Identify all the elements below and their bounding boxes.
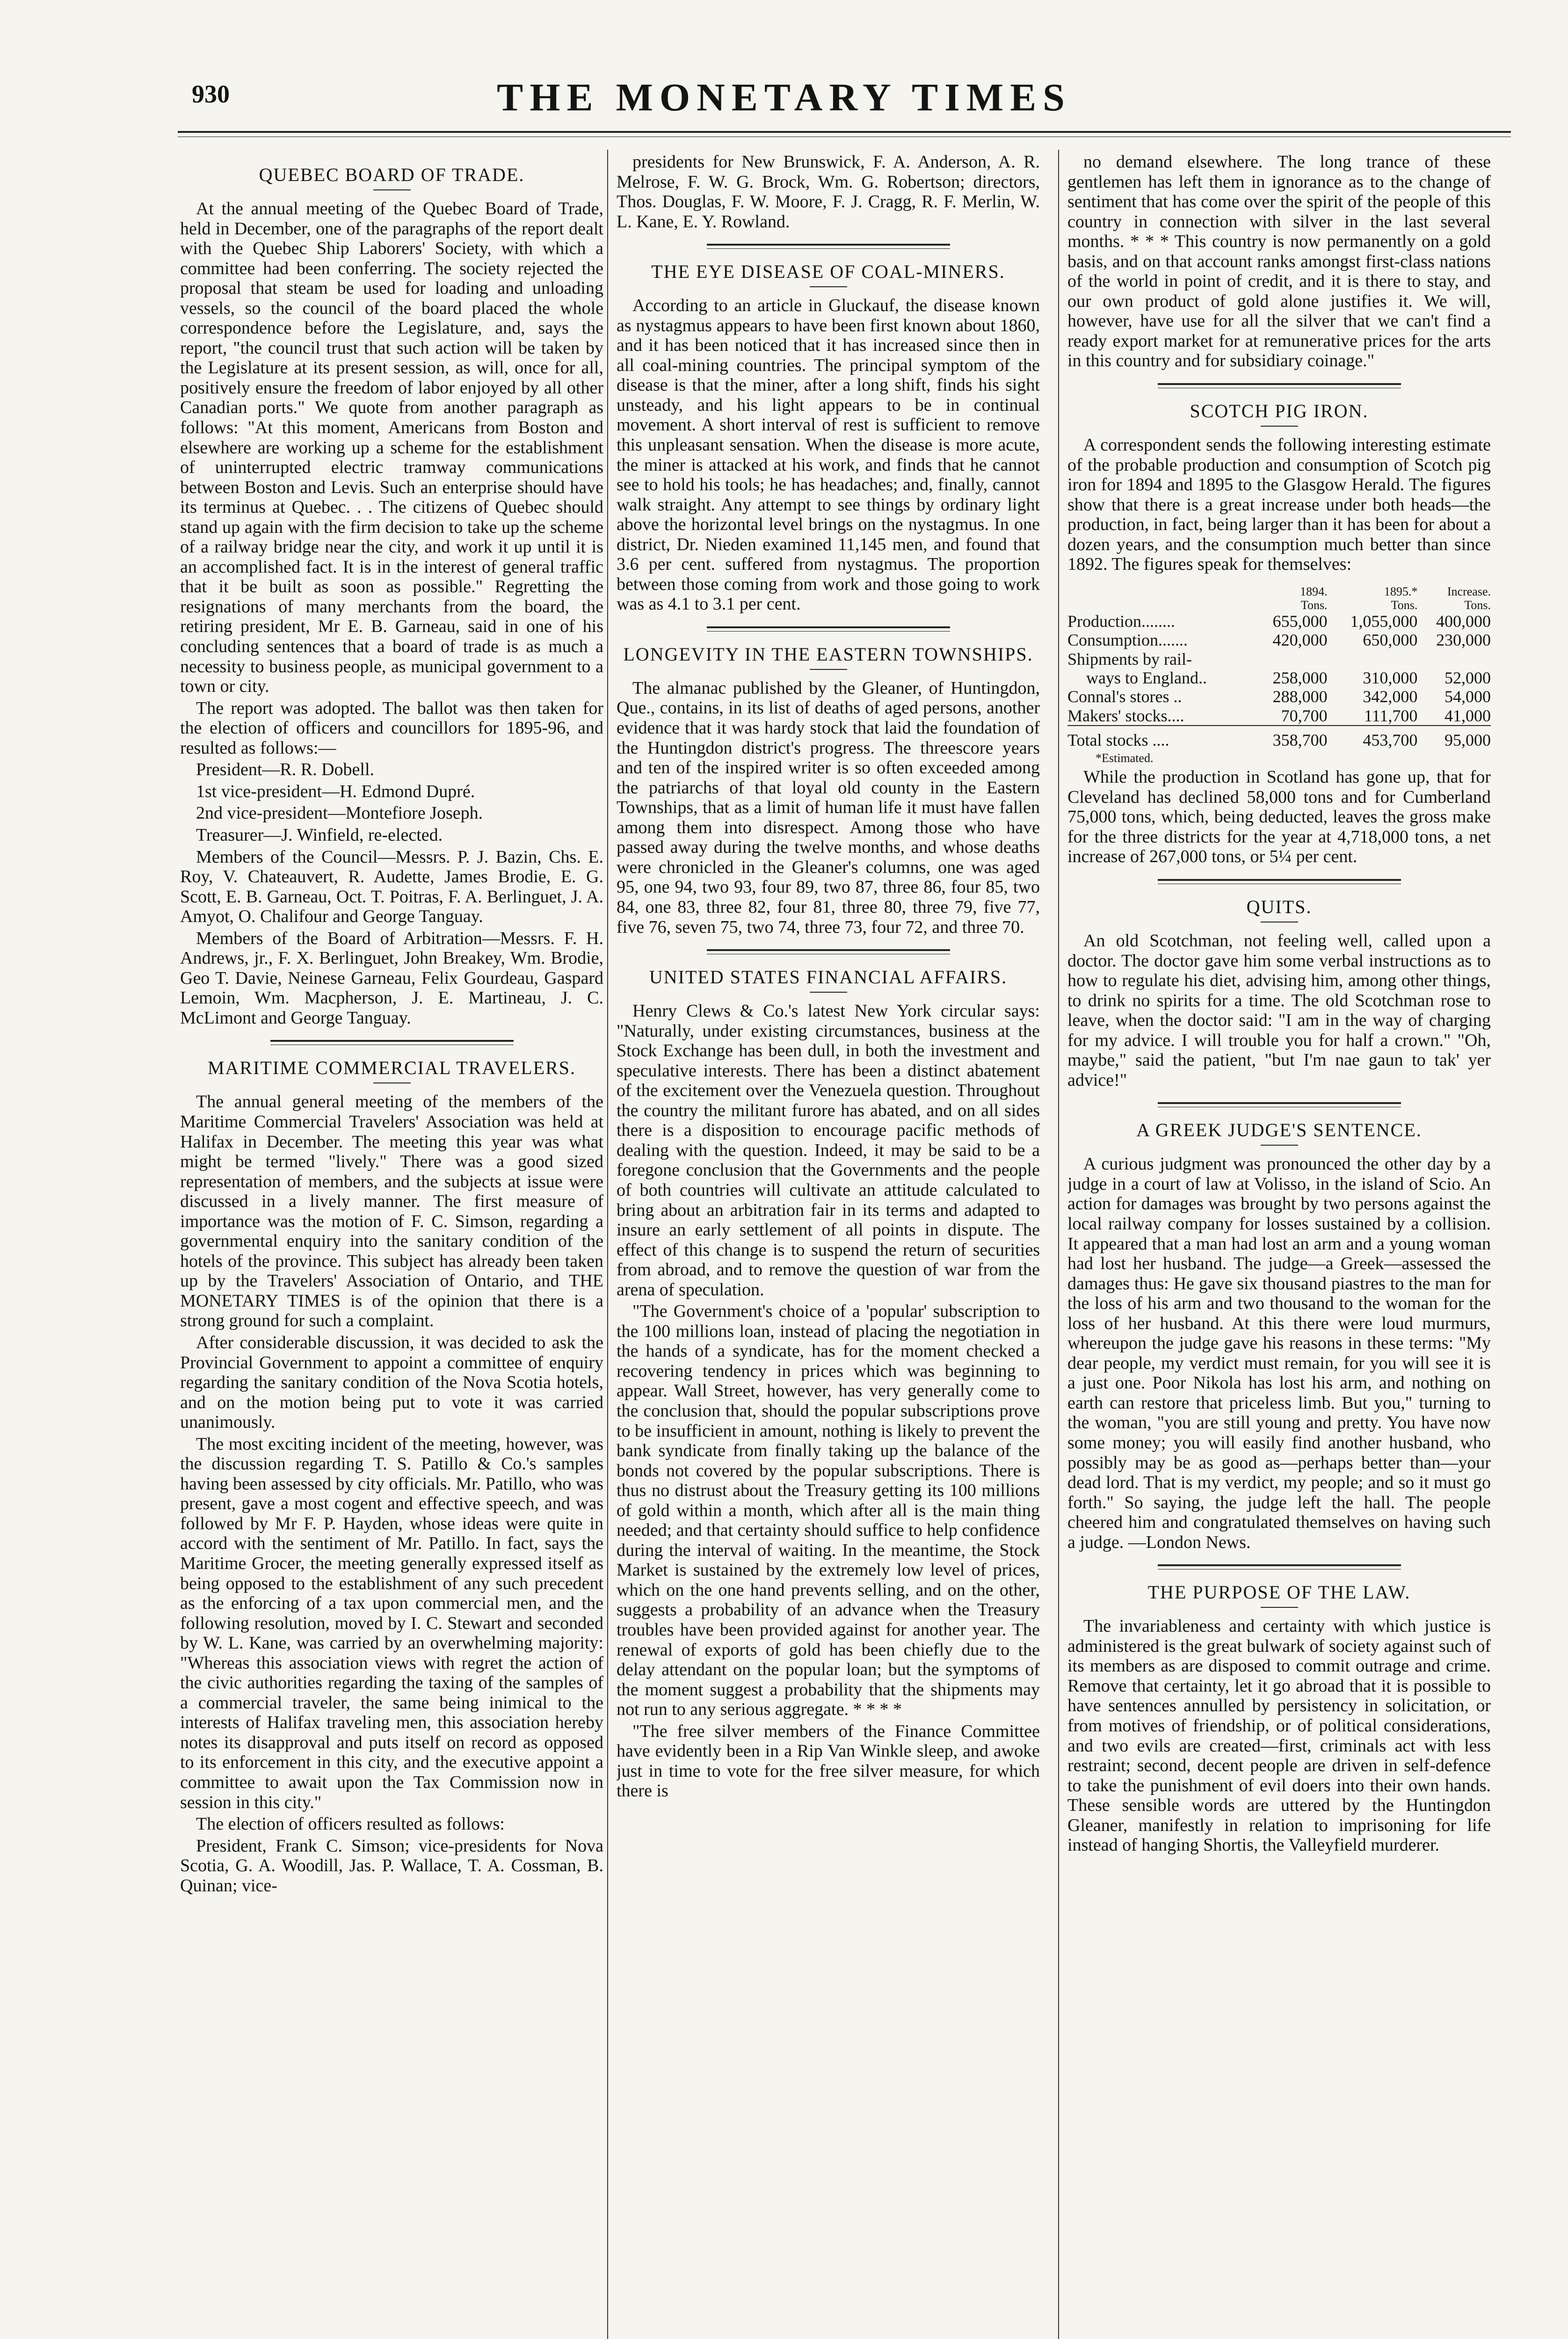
cell-value: 400,000 bbox=[1436, 612, 1491, 631]
separator-thick bbox=[707, 949, 950, 951]
cell-value: 650,000 bbox=[1363, 631, 1418, 650]
cell-value bbox=[1254, 650, 1328, 668]
paragraph: The election of officers resulted as follows: bbox=[196, 1814, 505, 1834]
units-spacer bbox=[1067, 598, 1254, 612]
table-footnote: *Estimated. bbox=[1096, 751, 1154, 765]
section-separator bbox=[707, 626, 950, 632]
separator-thick bbox=[707, 244, 950, 246]
cell-value bbox=[1417, 650, 1491, 668]
cell-value: 41,000 bbox=[1445, 706, 1491, 725]
article-headline: A GREEK JUDGE'S SENTENCE. bbox=[1136, 1119, 1422, 1141]
headline-rule bbox=[1261, 426, 1298, 427]
separator-thick bbox=[1158, 383, 1401, 385]
article-body bbox=[1067, 1616, 1491, 1855]
separator-thick bbox=[1158, 1564, 1401, 1566]
cell-value: 258,000 bbox=[1272, 668, 1328, 687]
column-unit: Tons. bbox=[1391, 598, 1418, 612]
cell-value: 342,000 bbox=[1363, 687, 1418, 706]
article-body bbox=[617, 152, 1040, 232]
cell-value: 288,000 bbox=[1272, 687, 1328, 706]
article bbox=[1067, 767, 1491, 867]
paragraph: According to an article in Gluckauf, the disease known as nystagmus appears to have been first known about 1860, and it has been noticed that it has increased since then in all coal-mining countries. The principal symptom of the disease is that the miner, after a long shift, finds his sight unsteady, and his light appears to be in continual movement. A short interval of rest is sufficient to remove this unpleasant sensation. When the disease is more acute, the miner is attacked at his work, and finds that he cannot see to hold his tools; he has headaches; and, finally, cannot walk straight. Any attempt to see things by ordinary light above the horizontal level brings on the nystagmus. In one district, Dr. Nieden examined 11,145 men, and found that 3.6 per cent. suffered from nystagmus. The proportion between those coming from work and those going to work was as 4.1 to 3.1 per cent. bbox=[617, 296, 1040, 614]
article-body bbox=[1067, 767, 1491, 867]
paragraph: "The free silver members of the Finance Committee have evidently been in a Rip Van Winkle sleep, and awoke just in time to vote for the free silver measure, for which there is bbox=[617, 1721, 1040, 1801]
separator-thick bbox=[1158, 1102, 1401, 1104]
article-headline: UNITED STATES FINANCIAL AFFAIRS. bbox=[649, 966, 1008, 988]
row-label: Total stocks .... bbox=[1067, 726, 1254, 749]
table-total-row bbox=[1067, 726, 1491, 749]
article-body bbox=[617, 296, 1040, 614]
article-body bbox=[1067, 1154, 1491, 1552]
article-body bbox=[180, 1092, 603, 1896]
section-separator bbox=[1158, 879, 1401, 884]
headline-rule bbox=[1261, 1145, 1298, 1146]
paragraph: After considerable discussion, it was decided to ask the Provincial Government to appoint a committee of enquiry regarding the sanitary condition of the Nova Scotia hotels, and on the motion being put to vote it was carried unanimously. bbox=[180, 1332, 603, 1432]
column-unit: Tons. bbox=[1300, 598, 1328, 612]
article-headline: THE EYE DISEASE OF COAL-MINERS. bbox=[651, 261, 1005, 283]
row-label: Connal's stores .. bbox=[1067, 687, 1182, 706]
masthead: THE MONETARY TIMES bbox=[497, 76, 1071, 119]
section-separator bbox=[1158, 1102, 1401, 1107]
article bbox=[1067, 383, 1491, 574]
article-body bbox=[180, 199, 603, 1028]
article bbox=[1067, 879, 1491, 1090]
separator-thick bbox=[1158, 879, 1401, 881]
cell-value bbox=[1328, 650, 1418, 668]
cell-value: 655,000 bbox=[1272, 612, 1328, 631]
article bbox=[617, 949, 1040, 1801]
table-row bbox=[1067, 650, 1491, 668]
row-label: Shipments by rail- bbox=[1067, 649, 1192, 668]
article bbox=[1067, 152, 1491, 371]
article-body bbox=[1067, 931, 1491, 1090]
paragraph: "The Government's choice of a 'popular' subscription to the 100 millions loan, instead of placing the negotiation in the hands of a syndicate, has for the moment checked a recovering tendency in prices which was beginning to appear. Wall Street, however, has very generally come to the conclusion that, should the popular subscriptions prove to be insufficient in amount, nothing is likely to prevent the bank syndicate from finally taking up the balance of the bonds not covered by the popular subscriptions. There is thus no distrust about the Treasury getting its 100 millions of gold within a month, which after all is the main thing needed; and that certainty should suffice to help confidence during the interval of waiting. In the meantime, the Stock Market is sustained by the extremely low level of prices, which on the one hand prevents selling, and on the other, suggests a probability of an advance when the Treasury troubles have been provided against for another year. The renewal of exports of gold has been chiefly due to the delay attendant on the popular loan; but the symptoms of the moment suggest a probability that the shipments may not run to any serious aggregate. * * * * bbox=[617, 1301, 1040, 1720]
article-body bbox=[1067, 435, 1491, 574]
paragraph: While the production in Scotland has gone up, that for Cleveland has declined 58,000 tons and for Cumberland 75,000 tons, which, being deducted, leaves the gross make for the three districts for the year at 4,718,000 tons, a net increase of 267,000 tons, or 5¼ per cent. bbox=[1067, 767, 1491, 867]
headline-rule bbox=[373, 189, 411, 190]
article bbox=[1067, 1102, 1491, 1552]
cell-value: 358,700 bbox=[1254, 726, 1328, 749]
cell-value: 95,000 bbox=[1417, 726, 1491, 749]
table-units-row bbox=[1067, 598, 1491, 612]
paragraph: A correspondent sends the following interesting estimate of the probable production and consumption of Scotch pig iron for 1894 and 1895 to the Glasgow Herald. The figures show that there is a great increase under both heads—the production, in fact, being larger than it has been for about a dozen years, and the consumption much better than since 1892. The figures speak for themselves: bbox=[1067, 435, 1491, 574]
paragraph: Members of the Board of Arbitration—Messrs. F. H. Andrews, jr., F. X. Berlinguet, John Breakey, Wm. Brodie, Geo T. Davie, Neinese Garneau, Felix Gourdeau, Gaspard Lemoin, Wm. Macpherson, J. E. Martineau, J. C. McLimont and George Tanguay. bbox=[180, 928, 603, 1028]
paragraph: President, Frank C. Simson; vice-presidents for Nova Scotia, G. A. Woodill, Jas. P. Wallace, T. A. Cossman, B. Quinan; vice- bbox=[180, 1836, 603, 1896]
paragraph: A curious judgment was pronounced the other day by a judge in a court of law at Volisso, in the island of Scio. An action for damages was brought by two persons against the local railway company for losses sustained by a collision. It appeared that a man had lost an arm and a young woman had lost her husband. The judge—a Greek—assessed the damages thus: He gave six thousand piastres to the man for the loss of his arm and two thousand to the woman for the loss of her husband. At this there were loud murmurs, whereupon the judge gave his reasons in these terms: "My dear people, my verdict must remain, for you will see it is a just one. Poor Nikola has lost his arm, and nothing on earth can restore that priceless limb. But you," turning to the woman, "you are still young and pretty. You have now some money; you will easily find another husband, who possibly may be as good as—perhaps better than—your dead lord. That is my verdict, my people; and so it must go forth." So saying, the judge left the hall. The people cheered him and congratulated themselves on having such a judge. —London News. bbox=[1067, 1154, 1491, 1552]
cell-value: 54,000 bbox=[1445, 687, 1491, 706]
headline-rule bbox=[1261, 1607, 1298, 1608]
article-body bbox=[617, 678, 1040, 937]
paragraph: Henry Clews & Co.'s latest New York circular says: "Naturally, under existing circumstances, business at the Stock Exchange has been dull, in both the investment and speculative interests. There has been a distinct abatement of the excitement over the Venezuela question. Throughout the country the militant furore has abated, and on all sides there is a disposition to encourage pacific methods of dealing with the question. Indeed, it may be said to be a foregone conclusion that the Governments and the people of both countries will cultivate an attitude calculated to bring about an arbitration fair in its terms and adapted to insure an early settlement of all points in dispute. The effect of this change is to suspend the return of securities from abroad, and to remove the question of war from the arena of speculation. bbox=[617, 1001, 1040, 1300]
separator-thin bbox=[707, 248, 950, 249]
column-header: 1894. bbox=[1300, 584, 1328, 598]
cell-value: 111,700 bbox=[1364, 706, 1418, 725]
paragraph: 2nd vice-president—Montefiore Joseph. bbox=[196, 803, 483, 823]
paragraph: The most exciting incident of the meeting, however, was the discussion regarding T. S. Patillo & Co.'s samples having been assessed by city officials. Mr. Patillo, who was present, gave a most cogent and effective speech, and was followed by Mr F. P. Hayden, whose ideas were quite in accord with the sentiment of Mr. Patillo. In fact, says the Maritime Grocer, the meeting generally expressed itself as being opposed to the establishment of any such precedent as the enforcing of a tax upon commercial men, and the following resolution, moved by I. C. Stewart and seconded by W. L. Kane, was carried by an overwhelming majority: "Whereas this association views with regret the action of the civic authorities regarding the taxing of the samples of a commercial traveler, the same being inimical to the interests of Halifax traveling men, this association hereby notes its disapproval and puts itself on record as opposed to its enforcement in this city, and the executive appoint a committee to await upon the Tax Commission now in session in this city." bbox=[180, 1434, 603, 1812]
article-body bbox=[1067, 152, 1491, 371]
paragraph: President—R. R. Dobell. bbox=[196, 760, 375, 780]
cell-value: 1,055,000 bbox=[1350, 612, 1418, 631]
article bbox=[180, 1040, 603, 1896]
cell-value: 230,000 bbox=[1436, 631, 1491, 650]
table-row bbox=[1067, 612, 1491, 631]
article bbox=[180, 164, 603, 1028]
section-separator bbox=[1158, 383, 1401, 388]
paragraph: The report was adopted. The ballot was then taken for the election of officers and councillors for 1895-96, and resulted as follows:— bbox=[180, 698, 603, 758]
section-separator bbox=[707, 949, 950, 954]
header-spacer bbox=[1067, 585, 1254, 598]
column-unit: Tons. bbox=[1464, 598, 1491, 612]
top-rule bbox=[178, 131, 1511, 133]
article-headline: LONGEVITY IN THE EASTERN TOWNSHIPS. bbox=[623, 643, 1033, 665]
paragraph: The almanac published by the Gleaner, of Huntingdon, Que., contains, in its list of deaths of aged persons, another evidence that it was hardy stock that laid the foundation of the Huntingdon district's progress. The threescore years and ten of the inspired writer is so often exceeded among the patriarchs of that loyal old county in the Eastern Townships, that as a limit of human life it must have fallen among them into disrespect. Among those who have passed away during the twelve months, and whose deaths were chronicled in the Gleaner's columns, one was aged 95, one 94, two 93, four 89, two 87, three 86, four 85, two 84, one 83, three 82, four 81, three 80, three 79, five 77, five 76, seven 75, two 74, three 73, four 72, and three 70. bbox=[617, 678, 1040, 937]
headline-rule bbox=[810, 992, 847, 993]
article bbox=[617, 626, 1040, 937]
separator-thin bbox=[707, 631, 950, 632]
article-headline: SCOTCH PIG IRON. bbox=[1190, 400, 1369, 422]
column-divider bbox=[1058, 150, 1059, 2339]
column-2 bbox=[617, 152, 1040, 2339]
paragraph: Members of the Council—Messrs. P. J. Bazin, Chs. E. Roy, V. Chateauvert, R. Audette, James Brodie, E. G. Scott, E. B. Garneau, Oct. T. Poitras, F. A. Berlinguet, J. A. Amyot, O. Chalifour and George Tanguay. bbox=[180, 847, 603, 927]
table-row bbox=[1067, 668, 1491, 687]
cell-value: 420,000 bbox=[1272, 631, 1328, 650]
table-row bbox=[1067, 706, 1491, 726]
page-number: 930 bbox=[192, 80, 230, 108]
section-separator bbox=[270, 1040, 514, 1045]
cell-value: 70,700 bbox=[1281, 706, 1328, 725]
paragraph: The invariableness and certainty with which justice is administered is the great bulwark of society against such of its members as are disposed to commit outrage and crime. Remove that certainty, let it go abroad that it is possible to have sentences annulled by persistency in solicitation, or from motives of friendship, or of political considerations, and two evils are created—first, criminals act with less restraint; second, decent people are driven in self-defence to take the punishment of evil doers into their own hands. These sensible words are uttered by the Huntingdon Gleaner, manifestly in relation to imprisoning for life instead of hanging Shortis, the Valleyfield murderer. bbox=[1067, 1616, 1491, 1855]
article bbox=[1067, 1564, 1491, 1855]
column-1 bbox=[180, 152, 603, 2339]
column-3 bbox=[1067, 152, 1491, 2339]
pig-iron-table bbox=[1067, 585, 1491, 749]
paragraph: The annual general meeting of the members of the Maritime Commercial Travelers' Association was held at Halifax in December. The meeting this year was what might be termed "lively." There was a good sized representation of members, and the subjects at issue were discussed in a lively manner. The first measure of importance was the motion of F. C. Simson, regarding a governmental enquiry into the sanitary condition of the hotels of the province. This subject has already been taken up by the Travelers' Association of Ontario, and THE MONETARY TIMES is of the opinion that there is a strong ground for such a complaint. bbox=[180, 1092, 603, 1331]
column-divider bbox=[607, 150, 608, 2339]
paragraph: At the annual meeting of the Quebec Board of Trade, held in December, one of the paragraphs of the report dealt with the Quebec Ship Laborers' Society, with which a committee had been conferring. The society rejected the proposal that steam be used for loading and unloading vessels, so the council of the board placed the whole correspondence before the Legislature, and, says the report, "the council trust that such action will be taken by the Legislature at its present session, as will, once for all, positively ensure the freedom of labor enjoyed by all other Canadian ports." We quote from another paragraph as follows: "At this moment, Americans from Boston and elsewhere are working up a scheme for the establishment of uninterrupted electric tramway communications between Boston and Levis. Such an enterprise should have its terminus at Quebec. . . The citizens of Quebec should stand up again with the firm decision to take up the scheme of a railway bridge near the city, and work it up until it is an accomplished fact. It is in the interest of general traffic that it be built as soon as possible." Regretting the resignations of many merchants from the board, the retiring president, Mr E. B. Garneau, said in one of his concluding sentences that a board of trade is as much a necessity to business people, as municipal government to a town or city. bbox=[180, 199, 603, 697]
article-headline: THE PURPOSE OF THE LAW. bbox=[1147, 1582, 1411, 1603]
row-label: Makers' stocks.... bbox=[1067, 706, 1184, 725]
separator-thick bbox=[707, 626, 950, 628]
cell-value: 453,700 bbox=[1328, 726, 1418, 749]
table-row bbox=[1067, 687, 1491, 706]
row-label: Production........ bbox=[1067, 612, 1175, 631]
separator-thick bbox=[270, 1040, 514, 1042]
row-label: ways to England.. bbox=[1086, 668, 1207, 687]
article-headline: QUITS. bbox=[1246, 896, 1312, 917]
table-header-row bbox=[1067, 585, 1491, 598]
paragraph: no demand elsewhere. The long trance of these gentlemen has left them in ignorance as to the change of sentiment that has come over the spirit of the people of this country in connection with silver in the last several months. * * * This country is now permanently on a gold basis, and on that account ranks amongst first-class nations of the world in point of credit, and it is there to stay, and our own product of gold alone justifies it. We will, however, have use for all the silver that we can't find a ready export market for at remunerative prices for the arts in this country and for subsidiary coinage." bbox=[1067, 152, 1491, 371]
paragraph: Treasurer—J. Winfield, re-elected. bbox=[196, 825, 443, 845]
column-header: 1895.* bbox=[1384, 584, 1418, 598]
headline-rule bbox=[373, 1082, 411, 1083]
headline-rule bbox=[810, 286, 847, 287]
headline-rule bbox=[1261, 922, 1298, 923]
paragraph: presidents for New Brunswick, F. A. Anderson, A. R. Melrose, F. W. G. Brock, Wm. G. Robertson; directors, Thos. Douglas, F. W. Moore, F. J. Cragg, R. F. Merlin, W. L. Kane, E. Y. Rowland. bbox=[617, 152, 1040, 232]
headline-rule bbox=[810, 669, 847, 670]
article bbox=[617, 244, 1040, 614]
article-body bbox=[617, 1001, 1040, 1801]
section-separator bbox=[707, 244, 950, 249]
article-headline: MARITIME COMMERCIAL TRAVELERS. bbox=[207, 1057, 576, 1079]
row-label: Consumption....... bbox=[1067, 631, 1188, 650]
cell-value: 310,000 bbox=[1363, 668, 1418, 687]
paragraph: An old Scotchman, not feeling well, called upon a doctor. The doctor gave him some verbal instructions as to how to regulate his diet, advising him, among other things, to drink no spirits for a time. The old Scotchman rose to leave, when the doctor said: "I am in the way of charging for my advice. I will trouble you for half a crown." "Oh, maybe," said the patient, "but I'm nae gaun to tak' yer advice!" bbox=[1067, 930, 1491, 1090]
article bbox=[617, 152, 1040, 232]
column-header: Increase. bbox=[1447, 584, 1491, 598]
cell-value: 52,000 bbox=[1445, 668, 1491, 687]
article-headline: QUEBEC BOARD OF TRADE. bbox=[259, 164, 525, 185]
paragraph: 1st vice-president—H. Edmond Dupré. bbox=[196, 781, 475, 801]
table-row bbox=[1067, 631, 1491, 649]
section-separator bbox=[1158, 1564, 1401, 1569]
